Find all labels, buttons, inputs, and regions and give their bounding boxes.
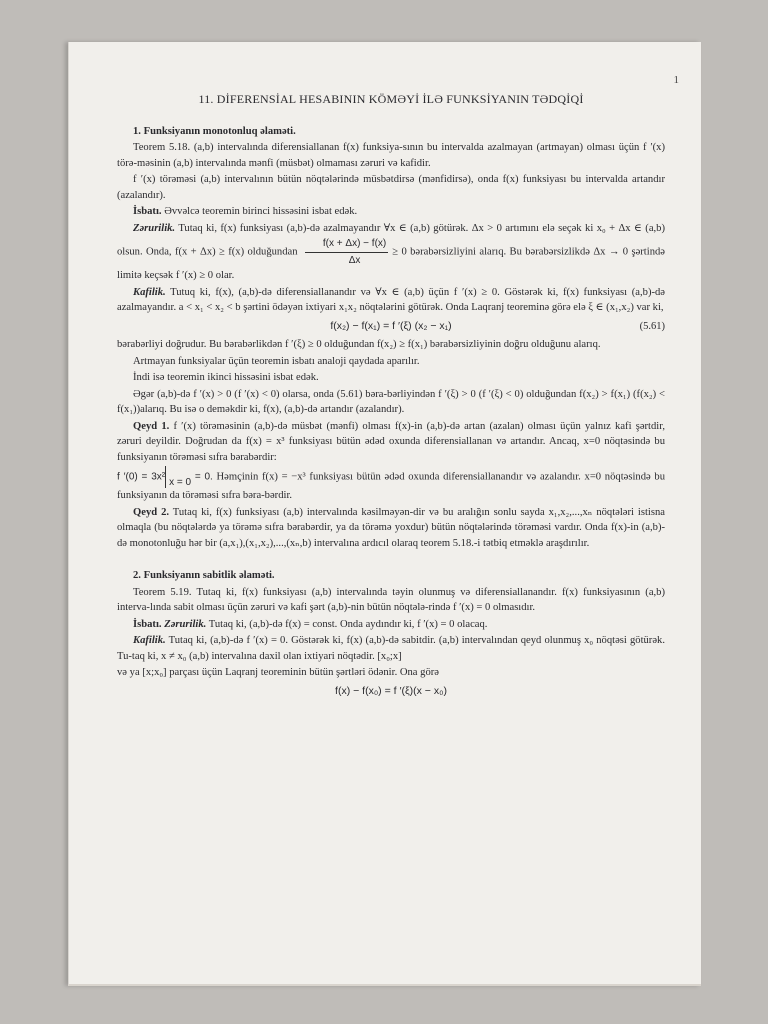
constancy-sufficiency-text: Tutaq ki, (a,b)-də f ′(x) = 0. Göstərək ki, f(x) (a,b)-də sabitdir. (a,b) intervalından qeyd olunmuş x₀ nöqtəsi götürək. Tu-taq ki, x ≠ x₀ (a,b) intervalına daxil olan ixtiyari nöqtədir. [x₀;x] bbox=[117, 635, 665, 662]
proof-label-2: İsbatı. bbox=[133, 618, 162, 630]
remark-1-text-a: f ′(x) törəməsinin (a,b)-də müsbət (mənfi) olması f(x)-in (a,b)-də artan (azalan) olması üçün yalnız kafi şərtdir, zəruri deyildir. Doğrudan da f(x) = x³ funksiyası bütün ədəd oxunda diferensiallanan və artandır. Ancaq, x=0 nöqtəsində bu funksiyanın törəməsi sıfra bərabərdir: bbox=[117, 420, 665, 463]
equation-number: (5.61) bbox=[639, 320, 665, 332]
evaluation-subscript: x = 0 bbox=[169, 477, 192, 488]
remark-2-text: Tutaq ki, f(x) funksiyası (a,b) intervalında kəsilməyən-dir və bu aralığın sonlu sayda x₁,x₂,...,xₙ nöqtələri istisna olmaqla (bu nöqtələrdə ya törəmə sıfra bərabərdir, ya da törəmə yoxdur) bütün nöqtələrində törəməsi vardır. Onda f(x)-in (a,b)-də monotonluğu hər bir (a,x₁),(x₁,x₂),...,(xₙ,b) intervalına ardıcıl olaraq teorem 5.18.-i tətbiq etməklə araşdırılır. bbox=[117, 506, 665, 549]
lagrange-conditions: və ya [x;x₀] parçası üçün Laqranj teoreminin bütün şərtləri ödənir. Ona görə bbox=[117, 667, 439, 678]
remark-2-label: Qeyd 2. bbox=[133, 506, 170, 518]
constancy-sufficiency bbox=[117, 633, 665, 664]
remark-1-label: Qeyd 1. bbox=[133, 420, 170, 432]
fraction-numerator: f(x + Δx) − f(x) bbox=[305, 236, 388, 253]
sufficiency-paragraph bbox=[117, 285, 665, 316]
necessity-text-b: ≥ 0 bərabərsizliyini alarıq. Bu bərabərsizlikdə Δx → 0 şərtində limitə keçsək f ′(x) ≥ 0 olar. bbox=[117, 246, 665, 281]
section-heading-constancy: 2. Funksiyanın sabitlik əlaməti. bbox=[133, 570, 275, 581]
difference-quotient bbox=[305, 236, 388, 268]
page-number: 1 bbox=[673, 74, 679, 86]
section-heading-monotonicity: 1. Funksiyanın monotonluq əlaməti. bbox=[133, 125, 296, 137]
necessity-paragraph bbox=[117, 221, 665, 284]
remark-1-text-b: Həmçinin f(x) = −x³ funksiyası bütün ədəd oxunda diferensiallanandır və azalandır. x=0 nöqtəsində bu funksiyanın da törəməsi sıfra bəra-bərdir. bbox=[117, 471, 665, 501]
derivative-at-zero: f ′(0) = 3x² bbox=[117, 471, 166, 483]
second-part-intro: İndi isə teoremin ikinci hissəsini isbat edək. bbox=[133, 372, 319, 383]
sufficiency-label: Kafilik. bbox=[133, 286, 166, 298]
fraction-denominator: Δx bbox=[348, 254, 361, 266]
constancy-necessity-text: Tutaq ki, (a,b)-də f(x) = const. Onda aydındır ki, f ′(x) = 0 olacaq. bbox=[206, 618, 488, 630]
proof-intro-text: Əvvəlcə teoremin birinci hissəsini isbat edək. bbox=[161, 206, 358, 217]
non-increasing-note: Artmayan funksiyalar üçün teoremin isbatı analoji qaydada aparılır. bbox=[133, 355, 420, 367]
remark-1-continued bbox=[117, 466, 665, 504]
equation-consequence: bərabərliyi doğrudur. Bu bərabərlikdən f ′(ξ) ≥ 0 olduğundan f(x₂) ≥ f(x₁) bərabərsizliyinin doğru olduğunu alarıq. bbox=[117, 339, 601, 350]
chapter-title: 11. DİFERENSİAL HESABININ KÖMƏYİ İLƏ FUNKSİYANIN TƏDQİQİ bbox=[198, 92, 584, 106]
final-equation: f(x) − f(x₀) = f ′(ξ)(x − x₀) bbox=[335, 684, 447, 697]
sufficiency-label-2: Kafilik. bbox=[133, 635, 166, 646]
equation-5-61-body: f(x₂) − f(x₁) = f ′(ξ) (x₂ − x₁) bbox=[330, 319, 452, 332]
second-part-proof: Əgər (a,b)-də f ′(x) > 0 (f ′(x) < 0) olarsa, onda (5.61) bəra-bərliyindən f ′(ξ) > 0 (f ′(ξ) < 0) olduğundan f(x₂) > f(x₁) (f(x₂) < f(x₁))alarıq. Bu isə o deməkdir ki, f(x), (a,b)-də artandır (azalandır). bbox=[117, 388, 665, 415]
derivative-value: = 0. bbox=[194, 471, 213, 483]
remark-2 bbox=[117, 505, 665, 552]
theorem-5-19: Teorem 5.19. Tutaq ki, f(x) funksiyası (a,b) intervalında təyin olunmuş və diferensiallanandır. f(x) funksiyasının (a,b) interva-lında sabit olması üçün zəruri və kafi şərt (a,b)-nin bütün nöqtələ-rində f ′(x) = 0 olmasıdır. bbox=[117, 586, 665, 613]
proof-intro bbox=[117, 204, 665, 220]
necessity-label: Zərurilik. bbox=[133, 222, 176, 234]
theorem-5-18: Teorem 5.18. (a,b) intervalında diferensiallanan f(x) funksiya-sının bu intervalda azalmayan (artmayan) olması üçün f ′(x) törə-məsinin (a,b) intervalında mənfi (müsbət) olmaması zəruri və kafidir. bbox=[117, 142, 665, 169]
proof-label: İsbatı. bbox=[133, 206, 162, 217]
document-page bbox=[68, 42, 701, 986]
necessity-text-a: Tutaq ki, f(x) funksiyası (a,b)-də azalmayandır ∀x ∈ (a,b) götürək. Δx > 0 artımını elə seçək ki x₀ + Δx ∈ (a,b) olsun. Onda, f(x + Δx) ≥ f(x) olduğundan bbox=[117, 222, 665, 258]
section-gap bbox=[117, 552, 665, 566]
constancy-necessity bbox=[117, 617, 665, 633]
evaluation-bar bbox=[165, 466, 191, 488]
remark-1 bbox=[117, 419, 665, 466]
necessity-label-2: Zərurilik. bbox=[164, 618, 207, 630]
sufficiency-text: Tutuq ki, f(x), (a,b)-də diferensiallanandır və ∀x ∈ (a,b) üçün f ′(x) ≥ 0. Göstərək ki, f(x) funksiyası (a,b)-də azalmayandır. a < x₁ < x₂ < b şərtini ödəyən ixtiyari x₁x₂ nöqtələrini götürək. Onda Laqranj teoreminə görə elə ξ ∈ (x₁,x₂) var ki, bbox=[117, 286, 665, 313]
theorem-5-18-part2: f ′(x) törəməsi (a,b) intervalının bütün nöqtələrində müsbətdirsə (mənfidirsə), onda f(x) funksiyası bu intervalda artandır (azalandır). bbox=[117, 174, 665, 201]
page-content bbox=[117, 92, 665, 702]
equation-5-61 bbox=[117, 319, 665, 335]
